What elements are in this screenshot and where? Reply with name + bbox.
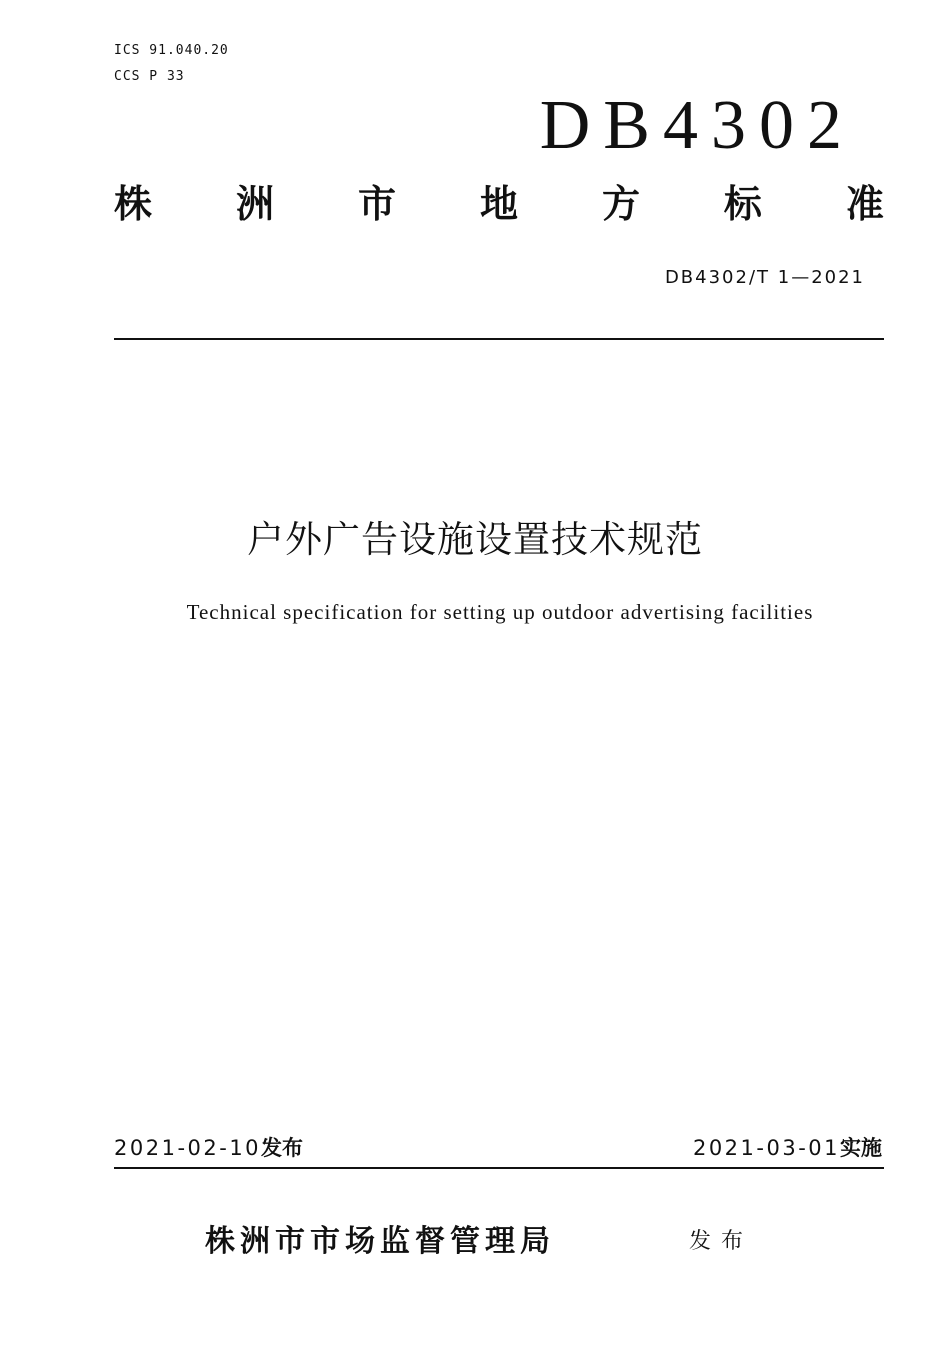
title-chinese: 户外广告设施设置技术规范	[247, 518, 703, 561]
bottom-divider	[114, 1167, 884, 1169]
standard-type-char: 准	[845, 182, 884, 226]
standard-type-char: 地	[479, 182, 518, 226]
title-english: Technical specification for setting up outdoor advertising facilities	[186, 600, 814, 624]
standard-type-char: 洲	[235, 182, 274, 226]
implement-label: 实施	[840, 1136, 882, 1160]
standard-type-char: 株	[114, 182, 153, 226]
standard-code: DB4302	[539, 87, 855, 164]
top-divider	[114, 338, 884, 340]
release-label: 发布	[261, 1136, 304, 1160]
standard-type-char: 方	[601, 182, 640, 226]
standard-type	[114, 180, 884, 228]
ics-code: ICS 91.040.20	[114, 43, 229, 58]
standard-type-char: 市	[357, 182, 396, 226]
release-date-line	[114, 1134, 303, 1162]
issuer-action: 发布	[689, 1229, 754, 1254]
issuer-name: 株洲市市场监督管理局	[205, 1224, 555, 1259]
ccs-code: CCS P 33	[114, 69, 185, 84]
standard-number: DB4302/T 1—2021	[664, 267, 865, 288]
release-date: 2021-02-10	[114, 1136, 262, 1160]
implement-date: 2021-03-01	[692, 1136, 840, 1160]
standard-type-char: 标	[723, 182, 762, 226]
implement-date-line	[693, 1134, 882, 1162]
